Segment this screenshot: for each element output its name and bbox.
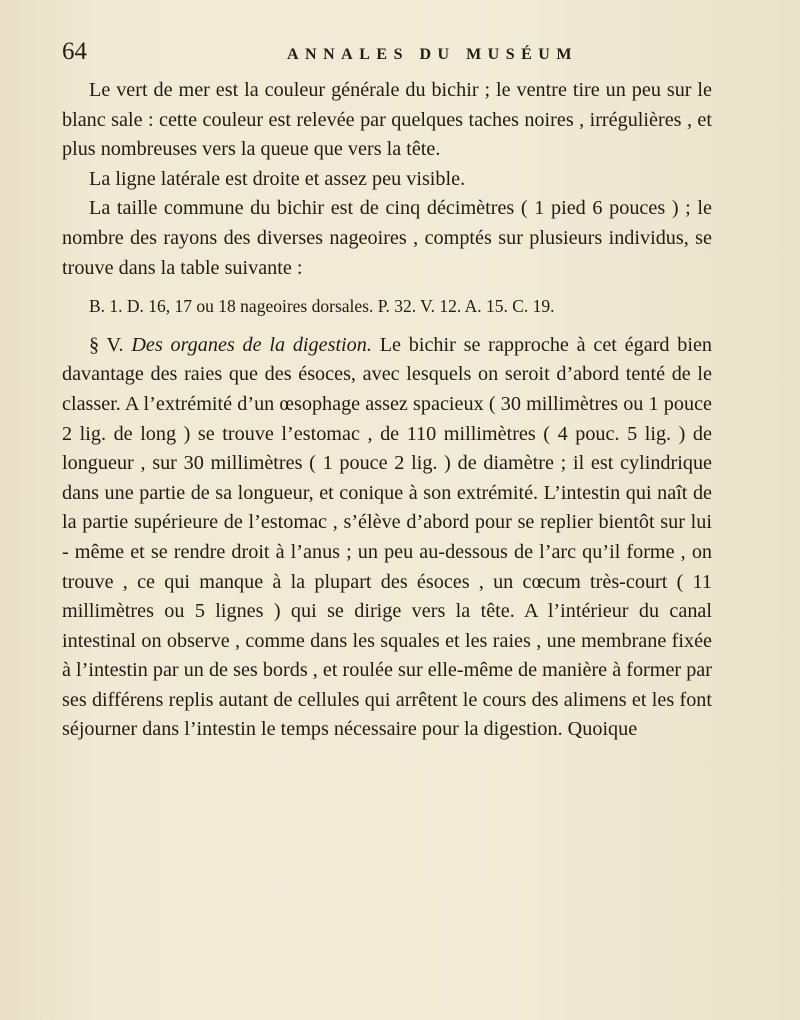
- page-header: [62, 38, 712, 68]
- section-title: Des organes de la digestion.: [131, 333, 372, 356]
- paragraph-color: Le vert de mer est la couleur générale du bichir ; le ventre tire un peu sur le blanc sale : cette couleur est relevée par quelques taches noires , irrégulières , et plus nombreuses vers la queue que vers la tête.: [62, 79, 712, 161]
- section-label: § V.: [89, 333, 124, 356]
- body-text: [62, 76, 712, 745]
- fin-ray-counts: B. 1. D. 16, 17 ou 18 nageoires dorsales. P. 32. V. 12. A. 15. C. 19.: [89, 296, 555, 317]
- paragraph-digestion: [62, 331, 712, 745]
- running-title: ANNALES DU MUSÉUM: [287, 46, 578, 63]
- page-number: 64: [62, 38, 87, 65]
- paragraph-size: La taille commune du bichir est de cinq décimètres ( 1 pied 6 pouces ) ; le nombre des rayons des diverses nageoires , comptés sur plusieurs individus, se trouve dans la table suivante :: [62, 197, 712, 279]
- paragraph-lateral-line: La ligne latérale est droite et assez peu visible.: [89, 167, 466, 190]
- section-text: Le bichir se rapproche à cet égard bien davantage des raies que des ésoces, avec lesquels on seroit d’abord tenté de le classer. A l’extrémité d’un œsophage assez spacieux ( 30 millimètres ou 1 pouce 2 lig. de long ) se trouve l’estomac , de 110 millimètres ( 4 pouc. 5 lig. ) de longueur , sur 30 millimètres ( 1 pouce 2 lig. ) de diamètre ; il est cylindrique dans une partie de sa longueur, et conique à son extrémité. L’intestin qui naît de la partie supérieure de l’estomac , s’élève d’abord pour se replier bientôt sur lui - même et se rendre droit à l’anus ; un peu au-dessous de l’arc qu’il forme , on trouve , ce qui manque à la plupart des ésoces , un cœcum très-court ( 11 millimètres ou 5 lignes ) qui se dirige vers la tête. A l’intérieur du canal intestinal on observe , comme dans les squales et les raies , une membrane fixée à l’intestin par un de ses bords , et roulée sur elle-même de manière à former par ses différens replis autant de cellules qui arrêtent le cours des alimens et les font séjourner dans l’intestin le temps nécessaire pour la digestion. Quoique: [62, 333, 713, 741]
